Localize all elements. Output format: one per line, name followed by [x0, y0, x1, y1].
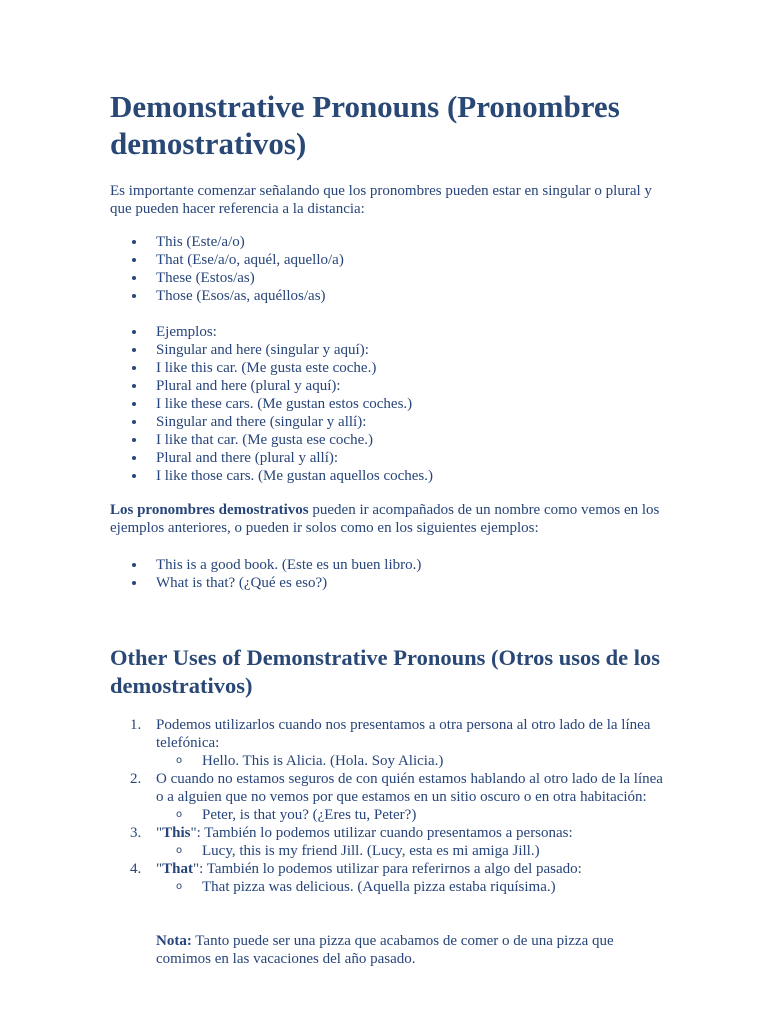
- uses-list: [110, 716, 670, 896]
- bullet-icon: [132, 438, 136, 442]
- list-item: [110, 431, 670, 449]
- item-text: Podemos utilizarlos cuando nos presentamos a otra persona al otro lado de la línea telefónica:: [156, 717, 651, 751]
- list-item-text: This is a good book. (Este es un buen libro.): [156, 557, 422, 573]
- sub-item: [156, 806, 670, 824]
- sub-item-text: Lucy, this is my friend Jill. (Lucy, esta es mi amiga Jill.): [202, 843, 540, 859]
- examples-list: [110, 323, 670, 485]
- circle-bullet-icon: o: [176, 881, 183, 892]
- pronoun-list: [110, 233, 670, 305]
- list-item-text: These (Estos/as): [156, 270, 255, 286]
- list-item: [110, 395, 670, 413]
- circle-bullet-icon: o: [176, 845, 183, 856]
- alone-paragraph: [110, 501, 670, 537]
- quote-mark: ": [190, 825, 197, 841]
- list-item: [110, 556, 670, 574]
- list-item-text: I like that car. (Me gusta ese coche.): [156, 432, 373, 448]
- item-number: 4.: [130, 861, 142, 877]
- list-item-text: That (Ese/a/o, aquél, aquello/a): [156, 252, 344, 268]
- keyword: That: [162, 861, 193, 877]
- bullet-icon: [132, 348, 136, 352]
- item-text: : También lo podemos utilizar para referirnos a algo del pasado:: [199, 861, 582, 877]
- sub-item: [156, 752, 670, 770]
- sub-item-text: Hello. This is Alicia. (Hola. Soy Alicia.): [202, 753, 444, 769]
- list-item: [110, 287, 670, 305]
- bullet-icon: [132, 294, 136, 298]
- sub-list: [156, 878, 670, 896]
- list-item-text: I like those cars. (Me gustan aquellos coches.): [156, 468, 433, 484]
- item-number: 2.: [130, 771, 142, 787]
- numbered-item: [110, 716, 670, 770]
- list-item: [110, 323, 670, 341]
- sub-item: [156, 842, 670, 860]
- list-item-text: Plural and here (plural y aquí):: [156, 378, 341, 394]
- circle-bullet-icon: o: [176, 755, 183, 766]
- list-item-text: This (Este/a/o): [156, 234, 245, 250]
- bullet-icon: [132, 240, 136, 244]
- sub-item-text: That pizza was delicious. (Aquella pizza estaba riquísima.): [202, 879, 556, 895]
- list-item: [110, 449, 670, 467]
- bullet-icon: [132, 276, 136, 280]
- list-item: [110, 269, 670, 287]
- list-item-text: Plural and there (plural y allí):: [156, 450, 339, 466]
- list-item: [110, 251, 670, 269]
- numbered-item: [110, 860, 670, 896]
- quote-mark: ": [192, 861, 200, 877]
- list-item-text: Singular and there (singular y allí):: [156, 414, 367, 430]
- section-heading: Other Uses of Demonstrative Pronouns (Otros usos de los demostrativos): [110, 645, 660, 698]
- bullet-icon: [132, 474, 136, 478]
- note-text: Tanto puede ser una pizza que acabamos de comer o de una pizza que comimos en las vacaciones del año pasado.: [156, 933, 614, 967]
- numbered-item: [110, 770, 670, 824]
- list-item-text: Ejemplos:: [156, 324, 217, 340]
- quote-mark: ": [156, 861, 163, 877]
- note-label: Nota:: [156, 933, 192, 949]
- list-item-text: What is that? (¿Qué es eso?): [156, 575, 328, 591]
- list-item-text: I like these cars. (Me gustan estos coches.): [156, 396, 413, 412]
- list-item-text: I like this car. (Me gusta este coche.): [156, 360, 377, 376]
- bullet-icon: [132, 563, 136, 567]
- bullet-icon: [132, 402, 136, 406]
- page-title: Demonstrative Pronouns (Pronombres demostrativos): [110, 89, 620, 161]
- bullet-icon: [132, 330, 136, 334]
- list-item-text: Those (Esos/as, aquéllos/as): [156, 288, 326, 304]
- sub-item-text: Peter, is that you? (¿Eres tu, Peter?): [202, 807, 417, 823]
- sub-list: [156, 806, 670, 824]
- item-number: 3.: [130, 825, 142, 841]
- item-text: : También lo podemos utilizar cuando presentamos a personas:: [196, 825, 573, 841]
- bullet-icon: [132, 456, 136, 460]
- numbered-item: [110, 824, 670, 860]
- list-item: [110, 359, 670, 377]
- list-item: [110, 341, 670, 359]
- sub-list: [156, 752, 670, 770]
- bullet-icon: [132, 366, 136, 370]
- item-text: O cuando no estamos seguros de con quién estamos hablando al otro lado de la línea o a alguien que no vemos por que estamos en un sitio oscuro o en otra habitación:: [156, 771, 663, 805]
- note-paragraph: [156, 932, 656, 968]
- list-item: [110, 377, 670, 395]
- alone-examples-list: [110, 556, 670, 592]
- keyword: This: [162, 825, 191, 841]
- quote-mark: ": [156, 825, 163, 841]
- item-number: 1.: [130, 717, 142, 733]
- list-item: [110, 574, 670, 592]
- bullet-icon: [132, 581, 136, 585]
- sub-item: [156, 878, 670, 896]
- paragraph-text: pueden ir acompañados de un nombre como vemos en los ejemplos anteriores, o pueden ir solos como en los siguientes ejemplos:: [110, 502, 660, 536]
- bullet-icon: [132, 384, 136, 388]
- sub-list: [156, 842, 670, 860]
- intro-paragraph: Es importante comenzar señalando que los pronombres pueden estar en singular o plural y que pueden hacer referencia a la distancia:: [110, 183, 652, 217]
- list-item-text: Singular and here (singular y aquí):: [156, 342, 369, 358]
- bullet-icon: [132, 258, 136, 262]
- list-item: [110, 413, 670, 431]
- bold-term: Los pronombres demostrativos: [110, 502, 309, 518]
- list-item: [110, 467, 670, 485]
- circle-bullet-icon: o: [176, 809, 183, 820]
- bullet-icon: [132, 420, 136, 424]
- list-item: [110, 233, 670, 251]
